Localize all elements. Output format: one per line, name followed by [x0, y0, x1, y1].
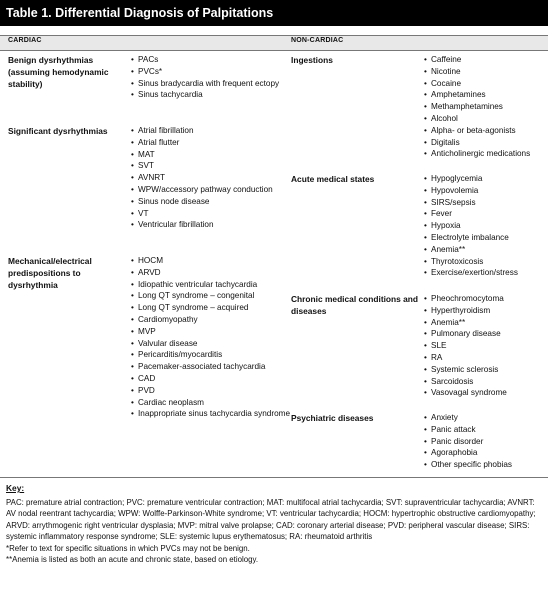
key-note: *Refer to text for specific situations in which PVCs may not be benign.: [6, 543, 250, 553]
list-item: • Digitalis: [424, 137, 548, 149]
list-item: • Anxiety: [424, 412, 548, 424]
list-item: • Hypoglycemia: [424, 173, 548, 185]
noncardiac-item-list: [424, 293, 548, 399]
list-item: • Pheochromocytoma: [424, 293, 548, 305]
noncardiac-item-list: [424, 412, 548, 471]
key-heading: Key:: [6, 483, 25, 493]
list-item: • Valvular disease: [131, 338, 291, 350]
list-item: • Caffeine: [424, 54, 548, 66]
list-item: • SIRS/sepsis: [424, 197, 548, 209]
list-item: • Electrolyte imbalance: [424, 232, 548, 244]
list-item: • Sarcoidosis: [424, 376, 548, 388]
noncardiac-category: Acute medical states: [291, 174, 375, 184]
list-item: • Pacemaker-associated tachycardia: [131, 361, 291, 373]
cardiac-item-list: [131, 54, 291, 101]
list-item: • PVCs*: [131, 66, 291, 78]
list-item: • HOCM: [131, 255, 291, 267]
list-item: • PACs: [131, 54, 291, 66]
list-item: • Atrial flutter: [131, 137, 291, 149]
cardiac-header: CARDIAC: [8, 37, 42, 44]
list-item: • Alpha- or beta-agonists: [424, 125, 548, 137]
list-item: • Long QT syndrome – congenital: [131, 290, 291, 302]
key-note: **Anemia is listed as both an acute and chronic state, based on etiology.: [6, 555, 259, 564]
list-item: • Amphetamines: [424, 89, 548, 101]
list-item: • Ventricular fibrillation: [131, 219, 291, 231]
list-item: • Nicotine: [424, 66, 548, 78]
cardiac-category: Mechanical/electrical predispositions to dysrhythmia: [8, 256, 92, 290]
list-item: • Cardiomyopathy: [131, 314, 291, 326]
cardiac-category: Benign dysrhythmias (assuming hemodynamic stability): [8, 55, 109, 89]
key-definitions: PAC: premature atrial contraction; PVC: premature ventricular contraction; MAT: multifocal atrial tachycardia; SVT: supraventricular tachycardia; AVNRT: AV nodal reentrant tachycardia; WPW: Wolffe-Parkinson-White syndrome; VT: ventricular tachycardia; HOCM: hypertrophic obstructive cardiomyopathy; ARVD: arrythmogenic right ventricular dysplasia; MVP: mitral valve prolapse; CAD: coronary arterial disease; PVD: peripheral vascular disease; SIRS: systemic inflammatory response syndrome; SLE: systemic lupus erythematosus; RA: rheumatoid arthritis: [6, 497, 536, 541]
cardiac-item-list: [131, 125, 291, 231]
noncardiac-item-list: [424, 173, 548, 279]
list-item: • WPW/accessory pathway conduction: [131, 184, 291, 196]
list-item: • Anemia**: [424, 244, 548, 256]
list-item: • MAT: [131, 149, 291, 161]
list-item: • Other specific phobias: [424, 459, 548, 471]
list-item: • Hyperthyroidism: [424, 305, 548, 317]
list-item: • Anticholinergic medications: [424, 148, 548, 160]
list-item: • CAD: [131, 373, 291, 385]
list-item: • Exercise/exertion/stress: [424, 267, 548, 279]
list-item: • Sinus tachycardia: [131, 89, 291, 101]
list-item: • Atrial fibrillation: [131, 125, 291, 137]
table-header: [0, 35, 548, 51]
list-item: • RA: [424, 352, 548, 364]
list-item: • Hypovolemia: [424, 185, 548, 197]
list-item: • Anemia**: [424, 317, 548, 329]
list-item: • Long QT syndrome – acquired: [131, 302, 291, 314]
cardiac-category: Significant dysrhythmias: [8, 126, 108, 136]
list-item: • VT: [131, 208, 291, 220]
list-item: • Idiopathic ventricular tachycardia: [131, 279, 291, 291]
list-item: • AVNRT: [131, 172, 291, 184]
list-item: • Cardiac neoplasm: [131, 397, 291, 409]
noncardiac-category: Ingestions: [291, 55, 333, 65]
list-item: • Pericarditis/myocarditis: [131, 349, 291, 361]
key-section: [6, 483, 542, 566]
table-divider: [0, 477, 548, 478]
cardiac-item-list: [131, 255, 291, 420]
list-item: • Thyrotoxicosis: [424, 256, 548, 268]
diagnosis-table: [0, 26, 548, 478]
list-item: • PVD: [131, 385, 291, 397]
list-item: • Vasovagal syndrome: [424, 387, 548, 399]
list-item: • MVP: [131, 326, 291, 338]
list-item: • Hypoxia: [424, 220, 548, 232]
list-item: • Panic attack: [424, 424, 548, 436]
list-item: • Sinus bradycardia with frequent ectopy: [131, 78, 291, 90]
noncardiac-item-list: [424, 54, 548, 160]
noncardiac-category: Psychiatric diseases: [291, 413, 374, 423]
list-item: • Cocaine: [424, 78, 548, 90]
list-item: • Pulmonary disease: [424, 328, 548, 340]
noncardiac-header: NON-CARDIAC: [291, 37, 344, 44]
list-item: • SLE: [424, 340, 548, 352]
list-item: • Fever: [424, 208, 548, 220]
list-item: • Panic disorder: [424, 436, 548, 448]
list-item: • Systemic sclerosis: [424, 364, 548, 376]
noncardiac-category: Chronic medical conditions and diseases: [291, 294, 419, 316]
list-item: • SVT: [131, 160, 291, 172]
list-item: • ARVD: [131, 267, 291, 279]
list-item: • Sinus node disease: [131, 196, 291, 208]
list-item: • Inappropriate sinus tachycardia syndrome: [131, 408, 291, 420]
list-item: • Alcohol: [424, 113, 548, 125]
list-item: • Agoraphobia: [424, 447, 548, 459]
table-title: Table 1. Differential Diagnosis of Palpitations: [0, 0, 548, 26]
list-item: • Methamphetamines: [424, 101, 548, 113]
